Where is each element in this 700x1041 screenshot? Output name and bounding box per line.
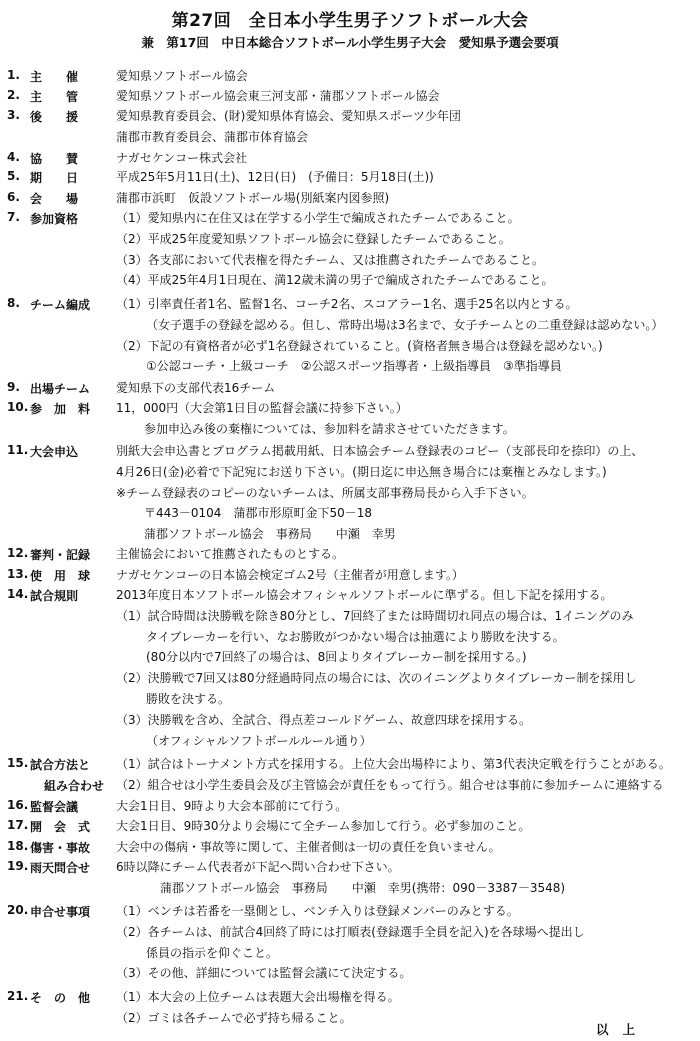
section-number: 8. (7, 296, 20, 310)
section-number: 10. (7, 400, 29, 414)
section-line: （オフィシャルソフトボールルール通り） (146, 733, 372, 748)
section-line: 大会中の傷病・事故等に関して、主催者側は一切の責任を負いません。 (116, 840, 501, 854)
section-label: 雨天問合せ (30, 861, 91, 875)
section-line: （2）ゴミは各チームで必ず持ち帰ること。 (116, 1010, 352, 1025)
section-label-continued: 組み合わせ (44, 778, 105, 793)
section-label: 試合方法と (30, 758, 91, 772)
section-label: 参 加 料 (30, 402, 91, 416)
section-line: ナガセケンコーの日本協会検定ゴム2号（主催者が用意します。） (116, 568, 464, 582)
section-line: （2）平成25年度愛知県ソフトボール協会に登録したチームであること。 (116, 231, 511, 246)
section-line: タイブレーカーを行い、なお勝敗がつかない場合は抽選により勝敗を決する。 (146, 629, 565, 644)
section-number: 13. (7, 567, 29, 581)
section-line: 蒲郡ソフトボール協会 事務局 中瀬 幸男 (144, 527, 396, 542)
section-number: 9. (7, 380, 20, 394)
section-number: 6. (7, 190, 20, 204)
section-line: 平成25年5月11日(土)、12日(日) (予備日：5月18日(土)) (116, 170, 434, 184)
section-label: 期 日 (30, 171, 79, 185)
section-number: 4. (7, 150, 20, 164)
section-line: 愛知県教育委員会、(財)愛知県体育協会、愛知県スポーツ少年団 (116, 109, 461, 123)
section-line: 11，000円（大会第1日目の監督会議に持参下さい。） (116, 401, 408, 415)
section-line: （2）決勝戦で7回又は80分経過時同点の場合には、次のイニングよりタイブレーカー制を採用し (116, 671, 637, 686)
section-line: （4）平成25年4月1日現在、満12歳未満の男子で編成されたチームであること。 (116, 273, 554, 288)
section-label: 審判・記録 (30, 548, 91, 562)
section-number: 2. (7, 88, 20, 102)
document-subtitle: 兼 第17回 中日本総合ソフトボール小学生男子大会 愛知県予選会要項 (141, 35, 559, 50)
section-number: 5. (7, 169, 20, 183)
section-line: （2）下記の有資格者が必ず1名登録されていること。(資格者無き場合は登録を認めない。) (116, 338, 603, 353)
section-line: ※チーム登録表のコピーのないチームは、所属支部事務局長から入手下さい。 (116, 485, 534, 500)
section-line: 愛知県ソフトボール協会東三河支部・蒲郡ソフトボール協会 (116, 89, 440, 103)
section-line: （3）その他、詳細については監督会議にて決定する。 (116, 966, 412, 981)
section-line: （2）各チームは、前試合4回終了時には打順表(登録選手全員を記入)を各球場へ提出し (116, 924, 585, 939)
section-label: 主 催 (30, 70, 79, 84)
section-label: チーム編成 (30, 298, 91, 312)
document-title: 第27回 全日本小学生男子ソフトボール大会 (171, 11, 529, 31)
section-line: ナガセケンコー株式会社 (116, 151, 248, 165)
section-label: 出場チーム (30, 382, 91, 396)
section-label: 後 援 (30, 110, 79, 124)
section-line: （3）各支部において代表権を得たチーム、又は推薦されたチームであること。 (116, 252, 544, 267)
section-line: 蒲郡市浜町 仮設ソフトボール場(別紙案内図参照) (116, 191, 390, 205)
section-label: 傷害・事故 (30, 841, 91, 855)
section-line: 愛知県下の支部代表16チーム (116, 381, 276, 395)
section-number: 7. (7, 210, 20, 224)
section-line: （1）試合時間は決勝戦を除き80分とし、7回終了または時間切れ同点の場合は、1イニングのみ (116, 608, 634, 623)
section-line: 蒲郡市教育委員会、蒲郡市体育協会 (116, 129, 309, 144)
section-line: 勝敗を決する。 (146, 692, 231, 706)
section-number: 19. (7, 859, 29, 873)
section-line: 主催協会において推薦されたものとする。 (116, 547, 345, 561)
section-number: 18. (7, 839, 29, 853)
section-line: （1）試合はトーナメント方式を採用する。上位大会出場枠により、第3代表決定戦を行うことがある。 (116, 757, 671, 771)
section-line: 係員の指示を仰ぐこと。 (146, 945, 279, 960)
section-label: 参加資格 (30, 212, 79, 226)
section-line: (80分以内で7回終了の場合は、8回よりタイブレーカー制を採用する。) (146, 650, 527, 665)
section-label: 主 管 (30, 90, 79, 104)
section-number: 14. (7, 587, 29, 601)
section-line: （1）愛知県内に在住又は在学する小学生で編成されたチームであること。 (116, 211, 520, 225)
section-label: 監督会議 (30, 800, 79, 814)
section-label: そ の 他 (30, 991, 91, 1005)
section-label: 申合せ事項 (30, 905, 91, 919)
section-line: （女子選手の登録を認める。但し、常時出場は3名まで、女子チームとの二重登録は認めない。） (146, 317, 664, 332)
section-line: 参加申込み後の棄権については、参加料を請求させていただきます。 (144, 421, 515, 436)
section-number: 1. (7, 68, 20, 82)
section-line: （1）ベンチは若番を一塁側とし、ベンチ入りは登録メンバーのみとする。 (116, 904, 519, 918)
section-line: 4月26日(金)必着で下記宛にお送り下さい。(期日迄に申込無き場合には棄権とみなします。) (116, 464, 607, 479)
section-line: ①公認コーチ・上級コーチ ②公認スポーツ指導者・上級指導員 ③準指導員 (146, 359, 562, 374)
section-line: 蒲郡ソフトボール協会 事務局 中瀬 幸男(携帯：090－3387－3548) (160, 880, 566, 895)
section-label: 協 賛 (30, 152, 79, 166)
section-label: 試合規則 (30, 589, 79, 603)
section-label: 会 場 (30, 192, 79, 206)
section-line: 大会1日目、9時より大会本部前にて行う。 (116, 799, 348, 813)
section-number: 16. (7, 798, 29, 812)
section-number: 11. (7, 443, 29, 457)
section-number: 12. (7, 546, 29, 560)
section-line: （2）組合せは小学生委員会及び主管協会が責任をもって行う。組合せは事前に参加チームに連絡する (116, 777, 664, 792)
section-number: 15. (7, 756, 29, 770)
section-line: （1）本大会の上位チームは表題大会出場権を得る。 (116, 990, 400, 1004)
section-line: 2013年度日本ソフトボール協会オフィシャルソフトボールに準ずる。但し下記を採用する。 (116, 588, 613, 602)
section-label: 開 会 式 (30, 820, 91, 834)
closing-text: 以上 (596, 1022, 650, 1037)
section-line: （3）決勝戦を含め、全試合、得点差コールドゲーム、故意四球を採用する。 (116, 712, 532, 727)
section-line: 別紙大会申込書とプログラム掲載用紙、日本協会チーム登録表のコピー（支部長印を捺印）の上、 (116, 444, 644, 458)
section-line: 大会1日目、9時30分より会場にて全チーム参加して行う。必ず参加のこと。 (116, 819, 531, 833)
section-number: 21. (7, 989, 29, 1003)
section-label: 使 用 球 (30, 569, 91, 583)
section-line: 〒443－0104 蒲郡市形原町金下50－18 (144, 506, 372, 521)
section-line: 6時以降にチーム代表者が下記へ問い合わせ下さい。 (116, 860, 400, 874)
section-number: 20. (7, 903, 29, 917)
section-line: 愛知県ソフトボール協会 (116, 69, 248, 83)
section-number: 17. (7, 818, 29, 832)
section-number: 3. (7, 108, 20, 122)
section-line: （1）引率責任者1名、監督1名、コーチ2名、スコアラー1名、選手25名以内とする。 (116, 297, 578, 311)
section-label: 大会申込 (30, 445, 79, 459)
